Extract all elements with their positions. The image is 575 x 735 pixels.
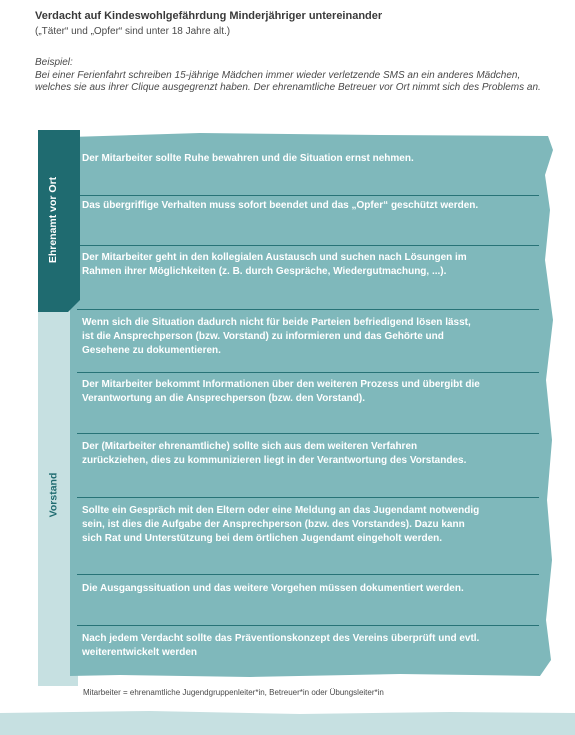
step-item: Der (Mitarbeiter ehrenamtliche) sollte sich aus dem weiteren Verfahren zurückziehen, dies zu kommunizieren liegt in der Verantwortung des Vorstandes.: [82, 441, 467, 466]
step-item: Das übergriffige Verhalten muss sofort beendet und das „Opfer“ geschützt werden.: [82, 200, 479, 211]
example-text: Bei einer Ferienfahrt schreiben 15-jährige Mädchen immer wieder verletzende SMS an ein anderes Mädchen, welches sie aus ihrer Clique ausgegrenzt haben. Der ehrenamtliche Betreuer vor Ort nimmt sich des Problems an.: [35, 69, 541, 93]
section-label-ehrenamt: Ehrenamt vor Ort: [47, 176, 60, 264]
step-divider: [77, 497, 539, 498]
step-divider: [77, 195, 539, 196]
step-item: Nach jedem Verdacht sollte das Präventionskonzept des Vereins überprüft und evtl. weiterentwickelt werden: [82, 633, 480, 658]
step-divider: [77, 625, 539, 626]
step-item: Der Mitarbeiter geht in den kollegialen Austausch und suchen nach Lösungen im Rahmen ihrer Möglichkeiten (z. B. durch Gespräche, Wiedergutmachung, ...).: [82, 252, 467, 277]
page-subtitle: („Täter“ und „Opfer“ sind unter 18 Jahre alt.): [35, 26, 231, 37]
step-divider: [77, 309, 539, 310]
step-item: Der Mitarbeiter sollte Ruhe bewahren und die Situation ernst nehmen.: [82, 153, 414, 164]
step-divider: [77, 433, 539, 434]
step-item: Wenn sich die Situation dadurch nicht für beide Parteien befriedigend lösen lässt, ist die Ansprechperson (bzw. Vorstand) zu informieren und das Gehörte und Gesehene zu dokumentieren.: [82, 317, 471, 356]
step-divider: [77, 574, 539, 575]
step-divider: [77, 245, 539, 246]
section-label-vorstand: Vorstand: [47, 472, 60, 518]
step-item: Der Mitarbeiter bekommt Informationen über den weiteren Prozess und übergibt die Verantwortung an die Ansprechperson (bzw. den Vorstand).: [82, 379, 480, 404]
step-item: Sollte ein Gespräch mit den Eltern oder eine Meldung an das Jugendamt notwendig sein, ist dies die Aufgabe der Ansprechperson (bzw. des Vorstandes). Dazu kann sich Rat und Unterstützung bei dem örtlichen Jugendamt eingeholt werden.: [82, 505, 480, 544]
step-divider: [77, 372, 539, 373]
example-label: Beispiel:: [35, 57, 73, 68]
footnote: Mitarbeiter = ehrenamtliche Jugendgruppenleiter*in, Betreuer*in oder Übungsleiter*in: [83, 688, 384, 697]
page-title: Verdacht auf Kindeswohlgefährdung Minderjähriger untereinander: [35, 10, 383, 22]
step-item: Die Ausgangssituation und das weitere Vorgehen müssen dokumentiert werden.: [82, 583, 464, 594]
bottom-band: [0, 711, 575, 735]
